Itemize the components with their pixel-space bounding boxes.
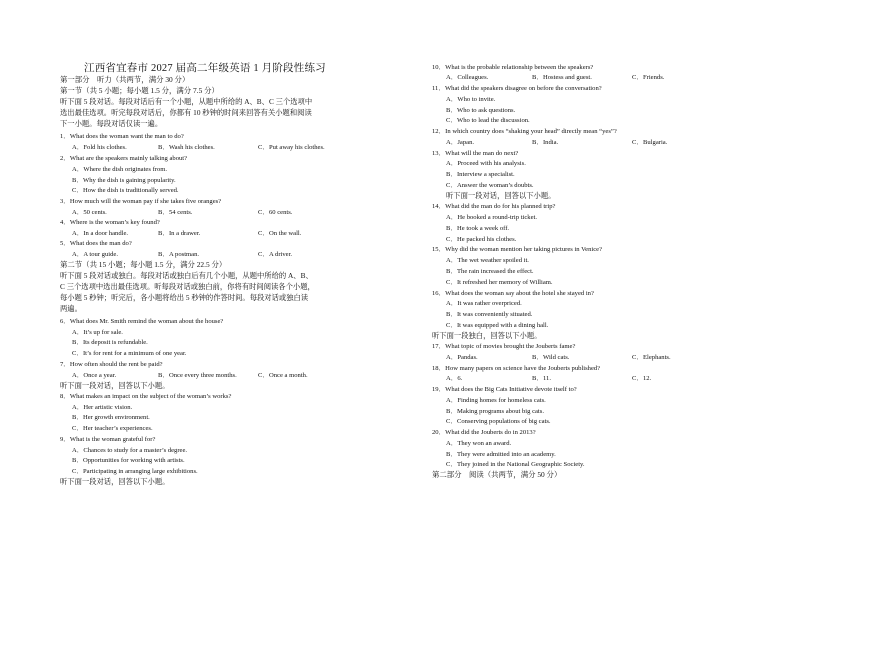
option: C．It’s for rent for a minimum of one year. <box>72 350 187 357</box>
option: C．How the dish is traditionally served. <box>72 187 179 194</box>
question: 15．Why did the woman mention her taking pictures in Venice? <box>432 246 602 253</box>
question: 9．What is the woman grateful for? <box>60 436 156 443</box>
section2-heading: 第二节（共 15 小题；每小题 1.5 分，满分 22.5 分） <box>60 260 227 269</box>
option: B．Her growth environment. <box>72 414 150 421</box>
listen-instruction: 听下面一段独白，回答以下小题。 <box>432 331 542 340</box>
option: B．Interview a specialist. <box>446 171 515 178</box>
option: C．On the wall. <box>258 230 302 237</box>
part1-heading: 第一部分 听力（共两节，满分 30 分） <box>60 75 190 84</box>
option: B．Making programs about big cats. <box>446 408 544 415</box>
option: C．Friends. <box>632 74 665 81</box>
option: A．They won an award. <box>446 440 512 447</box>
option: A．Once a year. <box>72 372 117 379</box>
question: 7．How often should the rent be paid? <box>60 361 163 368</box>
option: C．Participating in arranging large exhibitions. <box>72 468 198 475</box>
option: C．A driver. <box>258 251 293 258</box>
listen-instruction: 听下面一段对话，回答以下小题。 <box>60 477 170 486</box>
option: C．12. <box>632 375 652 382</box>
option: B．Opportunities for working with artists. <box>72 457 185 464</box>
section1-heading: 第一节（共 5 小题；每小题 1.5 分，满分 7.5 分） <box>60 86 219 95</box>
option: A．A tour guide. <box>72 251 118 258</box>
option: C．Answer the woman’s doubts. <box>446 182 534 189</box>
listen-instruction: 听下面一段对话，回答以下小题。 <box>60 381 170 390</box>
option: A．He booked a round-trip ticket. <box>446 214 538 221</box>
option: C．He packed his clothes. <box>446 236 517 243</box>
option: A．Finding homes for homeless cats. <box>446 397 546 404</box>
question: 5．What does the man do? <box>60 240 132 247</box>
question: 4．Where is the woman’s key found? <box>60 219 160 226</box>
listen-instruction: 听下面一段对话，回答以下小题。 <box>446 191 556 200</box>
part2-heading: 第二部分 阅读（共两节，满分 50 分） <box>432 470 562 479</box>
option: C．Once a month. <box>258 372 308 379</box>
option: B．It was conveniently situated. <box>446 311 533 318</box>
section2-instruction: 听下面 5 段对话或独白。每段对话或独白后有几个小题，从题中所给的 A、B、 <box>60 271 313 280</box>
question: 14．What did the man do for his planned trip? <box>432 203 556 210</box>
question: 17．What topic of movies brought the Jouberts fame? <box>432 343 576 350</box>
option: B．Why the dish is gaining popularity. <box>72 177 176 184</box>
option: C．Conserving populations of big cats. <box>446 418 551 425</box>
section2-instruction: 两遍。 <box>60 304 82 313</box>
option: C．Her teacher’s experiences. <box>72 425 153 432</box>
option: B．They were admitted into an academy. <box>446 451 556 458</box>
section2-instruction: 每小题 5 秒钟；听完后，各小题将给出 5 秒钟的作答时间。每段对话或独白读 <box>60 293 309 302</box>
option: A．The wet weather spoiled it. <box>446 257 529 264</box>
question: 8．What makes an impact on the subject of the woman’s works? <box>60 393 232 400</box>
option: A．It was rather overpriced. <box>446 300 522 307</box>
question: 13．What will the man do next? <box>432 150 519 157</box>
option: A．6. <box>446 375 463 382</box>
option: A．Pandas. <box>446 354 478 361</box>
option: A．Where the dish originates from. <box>72 166 168 173</box>
question: 18．How many papers on science have the Jouberts published? <box>432 365 601 372</box>
option: B．Wash his clothes. <box>158 144 215 151</box>
option: B．54 cents. <box>158 209 193 216</box>
question: 20．What did the Jouberts do in 2013? <box>432 429 536 436</box>
option: B．Hostess and guest. <box>532 74 592 81</box>
option: B．The rain increased the effect. <box>446 268 534 275</box>
page-title: 江西省宜春市 2027 届高二年级英语 1 月阶段性练习 <box>84 63 326 74</box>
section1-instruction: 听下面 5 段对话。每段对话后有一个小题，从题中所给的 A、B、C 三个选项中 <box>60 97 313 106</box>
section1-instruction: 选出最佳选项。听完每段对话后，你都有 10 秒钟的时间来回答有关小题和阅读 <box>60 108 312 117</box>
option: C．Bulgaria. <box>632 139 668 146</box>
option: A．Who to invite. <box>446 96 496 103</box>
option: A．Japan. <box>446 139 475 146</box>
option: A．Chances to study for a master’s degree. <box>72 447 188 454</box>
section2-instruction: C 三个选项中选出最佳选项。听每段对话或独白前，你将有时间阅读各个小题， <box>60 282 315 291</box>
option: B．Once every three months. <box>158 372 237 379</box>
option: B．Its deposit is refundable. <box>72 339 148 346</box>
option: C．Who to lead the discussion. <box>446 117 530 124</box>
option: C．It refreshed her memory of William. <box>446 279 553 286</box>
question: 11．What did the speakers disagree on before the conversation? <box>432 85 602 92</box>
option: C．Elephants. <box>632 354 671 361</box>
option: A．Fold his clothes. <box>72 144 127 151</box>
option: A．Her artistic vision. <box>72 404 133 411</box>
question: 6．What does Mr. Smith remind the woman about the house? <box>60 318 224 325</box>
question: 1．What does the woman want the man to do? <box>60 133 184 140</box>
option: B．He took a week off. <box>446 225 510 232</box>
option: A．In a door handle. <box>72 230 129 237</box>
question: 2．What are the speakers mainly talking about? <box>60 155 188 162</box>
option: B．A postman. <box>158 251 200 258</box>
option: B．Who to ask questions. <box>446 107 516 114</box>
option: B．11. <box>532 375 551 382</box>
question: 3．How much will the woman pay if she takes five oranges? <box>60 198 222 205</box>
option: C．60 cents. <box>258 209 293 216</box>
option: B．India. <box>532 139 559 146</box>
question: 10．What is the probable relationship between the speakers? <box>432 64 594 71</box>
section1-instruction: 下一小题。每段对话仅读一遍。 <box>60 119 163 128</box>
option: C．Put away his clothes. <box>258 144 325 151</box>
option: C．It was equipped with a dining hall. <box>446 322 549 329</box>
option: A．It’s up for sale. <box>72 329 123 336</box>
option: A．Proceed with his analysis. <box>446 160 526 167</box>
question: 16．What does the woman say about the hotel she stayed in? <box>432 290 594 297</box>
question: 19．What does the Big Cats Initiative devote itself to? <box>432 386 577 393</box>
option: A．50 cents. <box>72 209 107 216</box>
question: 12．In which country does “shaking your head” directly mean “yes”? <box>432 128 617 135</box>
option: A．Colleagues. <box>446 74 489 81</box>
option: C．They joined in the National Geographic Society. <box>446 461 585 468</box>
option: B．Wild cats. <box>532 354 570 361</box>
option: B．In a drawer. <box>158 230 201 237</box>
